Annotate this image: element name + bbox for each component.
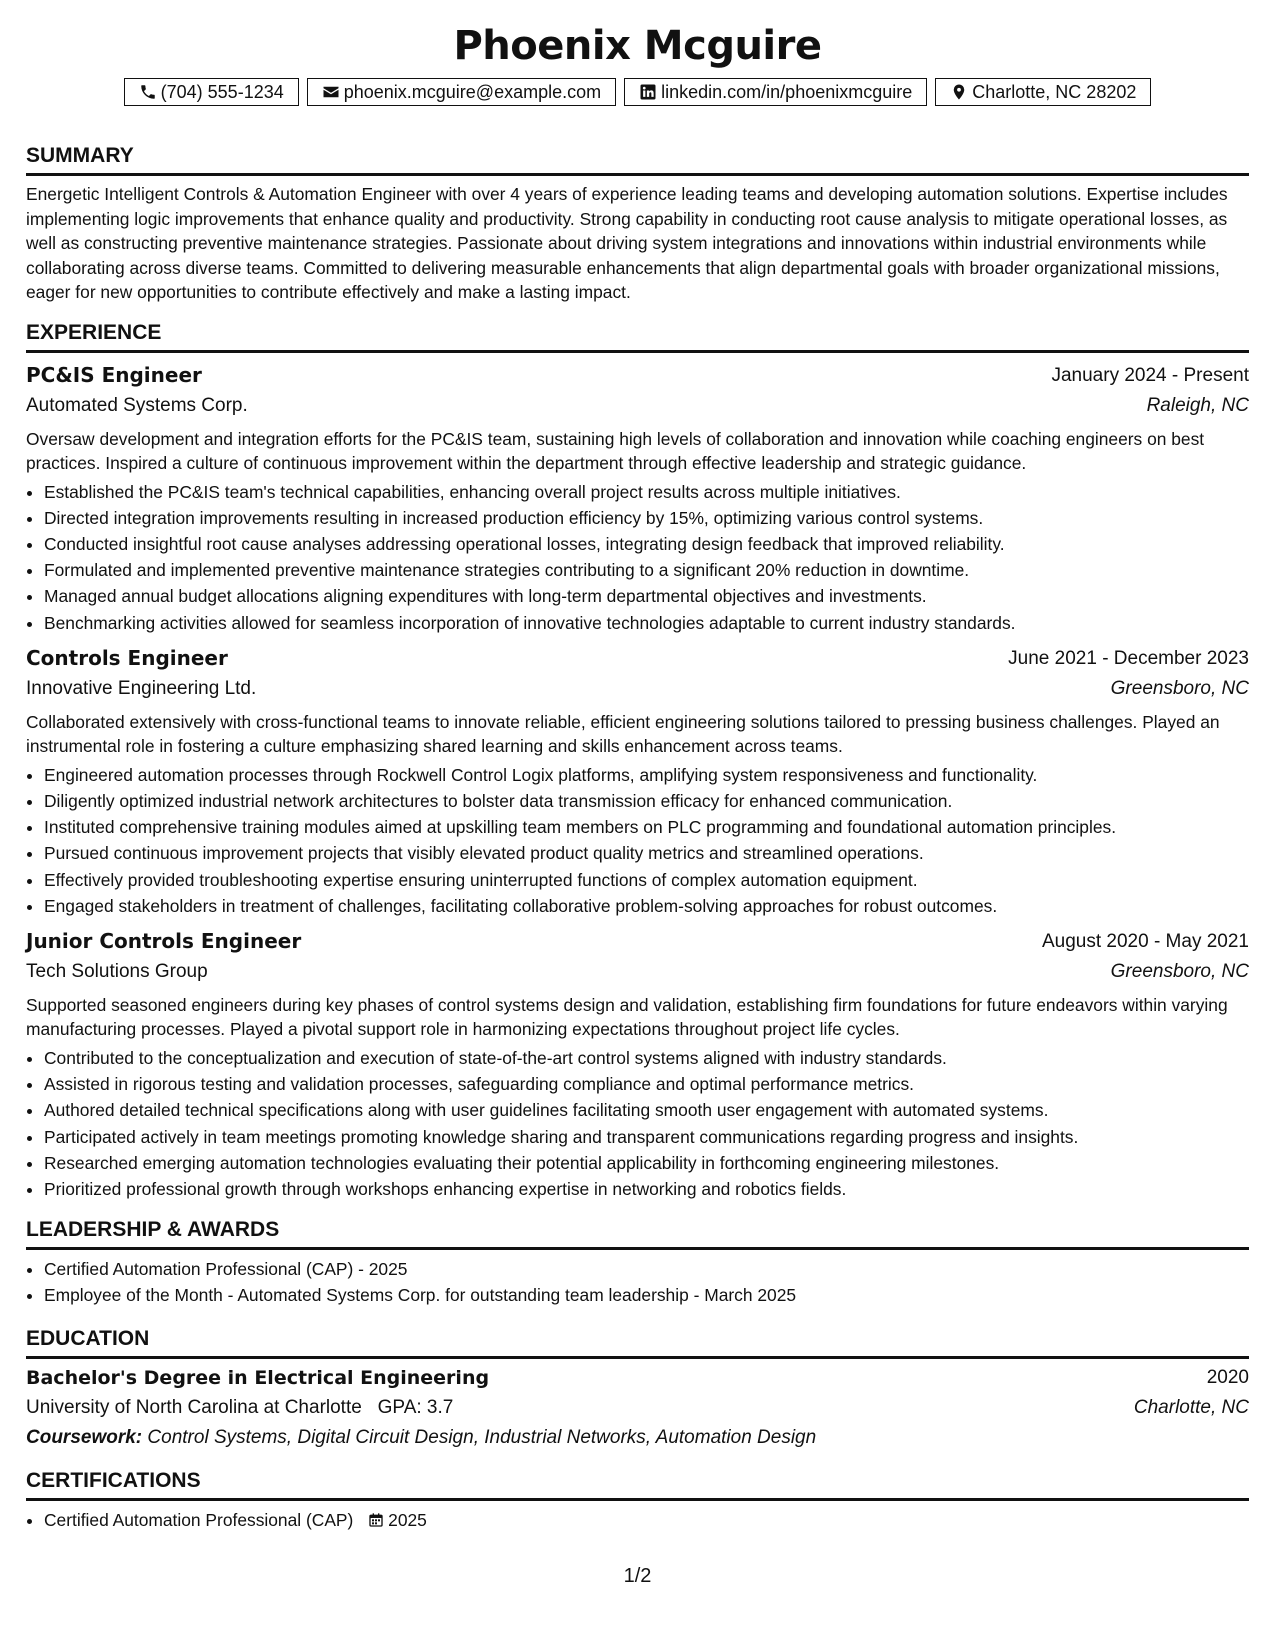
email-text: phoenix.mcguire@example.com xyxy=(343,81,602,102)
calendar-icon xyxy=(368,1512,384,1528)
contact-bar xyxy=(26,78,1249,106)
section-title-summary: SUMMARY xyxy=(26,144,1249,176)
contact-phone[interactable] xyxy=(124,78,299,106)
job-company: Automated Systems Corp. xyxy=(26,394,248,416)
map-pin-icon xyxy=(950,83,968,101)
job-location: Greensboro, NC xyxy=(1110,677,1249,699)
list-item: • Instituted comprehensive training modules aimed at upskilling team members on PLC programming and foundational automation principles. xyxy=(44,814,1249,840)
job-entry xyxy=(26,363,1249,636)
summary-text: Energetic Intelligent Controls & Automation Engineer with over 4 years of experience leading teams and developing automation solutions. Expertise includes implementing logic improvements that enhance quality and productivity. Strong capability in conducting root cause analysis to mitigate operational losses, as well as constructing preventive maintenance strategies. Passionate about driving system integrations and innovations within industrial environments while collaborating across diverse teams. Committed to delivering measurable enhancements that align departmental goals with broader organizational missions, eager for new opportunities to contribute effectively and make a lasting impact. xyxy=(26,184,1228,302)
list-item: • Participated actively in team meetings promoting knowledge sharing and transparent communications regarding progress and insights. xyxy=(44,1124,1249,1150)
list-item: • Managed annual budget allocations aligning expenditures with long-term departmental objectives and investments. xyxy=(44,583,1249,609)
job-description: Supported seasoned engineers during key phases of control systems design and validation, establishing firm foundations for future endeavors within varying manufacturing processes. Played a pivotal support role in harmonizing expectations throughout project life cycles. xyxy=(26,994,1228,1040)
list-item: • Prioritized professional growth through workshops enhancing expertise in networking and robotics fields. xyxy=(44,1176,1249,1202)
section-title-education: EDUCATION xyxy=(26,1327,1249,1359)
job-description: Oversaw development and integration efforts for the PC&IS team, sustaining high levels of collaboration and innovation while coaching engineers on best practices. Inspired a culture of continuous improvement within the department through effective leadership and strategic guidance. xyxy=(26,428,1205,473)
job-entry xyxy=(26,929,1249,1202)
list-item: • Conducted insightful root cause analyses addressing operational losses, integrating design feedback that improved reliability. xyxy=(44,531,1249,557)
edu-coursework xyxy=(26,1427,1249,1449)
contact-location xyxy=(935,78,1151,106)
job-bullets xyxy=(26,762,1249,919)
section-title-certifications: CERTIFICATIONS xyxy=(26,1469,1249,1501)
cert-year: 2025 xyxy=(388,1509,427,1530)
phone-icon xyxy=(139,83,157,101)
job-location: Greensboro, NC xyxy=(1110,960,1249,982)
candidate-name: Phoenix Mcguire xyxy=(453,23,822,69)
leadership-list xyxy=(26,1256,1249,1308)
job-dates: August 2020 - May 2021 xyxy=(1041,930,1249,952)
list-item: • Certified Automation Professional (CAP) - 2025 xyxy=(44,1256,1249,1282)
page-number: 1/2 xyxy=(623,1565,652,1587)
list-item: • Formulated and implemented preventive maintenance strategies contributing to a significant 20% reduction in downtime. xyxy=(44,557,1249,583)
job-dates: January 2024 - Present xyxy=(1051,364,1249,386)
coursework-label: Coursework: xyxy=(26,1426,143,1448)
list-item: • Engaged stakeholders in treatment of challenges, facilitating collaborative problem-solving approaches for robust outcomes. xyxy=(44,893,1249,919)
linkedin-text: linkedin.com/in/phoenixmcguire xyxy=(661,81,913,102)
contact-linkedin[interactable] xyxy=(624,78,927,106)
job-title: PC&IS Engineer xyxy=(26,362,202,387)
job-company: Innovative Engineering Ltd. xyxy=(26,677,257,699)
job-title: Junior Controls Engineer xyxy=(26,928,302,953)
job-location: Raleigh, NC xyxy=(1146,394,1249,416)
edu-year: 2020 xyxy=(1206,1366,1249,1388)
list-item: • Contributed to the conceptualization and execution of state-of-the-art control systems aligned with industry standards. xyxy=(44,1045,1249,1071)
phone-text: (704) 555-1234 xyxy=(160,81,284,102)
envelope-icon xyxy=(322,83,340,101)
list-item: • Authored detailed technical specifications along with user guidelines facilitating smooth user engagement with automated systems. xyxy=(44,1097,1249,1123)
list-item: • Researched emerging automation technologies evaluating their potential applicability in forthcoming engineering milestones. xyxy=(44,1150,1249,1176)
job-title: Controls Engineer xyxy=(26,645,228,670)
cert-name: Certified Automation Professional (CAP) xyxy=(44,1509,354,1530)
job-company: Tech Solutions Group xyxy=(26,960,208,982)
coursework-text: Control Systems, Digital Circuit Design, Industrial Networks, Automation Design xyxy=(147,1426,817,1448)
list-item: • Established the PC&IS team's technical capabilities, enhancing overall project results across multiple initiatives. xyxy=(44,479,1249,505)
list-item: • Pursued continuous improvement projects that visibly elevated product quality metrics and streamlined operations. xyxy=(44,840,1249,866)
edu-degree: Bachelor's Degree in Electrical Engineering xyxy=(26,1366,490,1389)
edu-location: Charlotte, NC xyxy=(1133,1396,1249,1418)
job-description: Collaborated extensively with cross-functional teams to innovate reliable, efficient engineering solutions tailored to pressing business challenges. Played an instrumental role in fostering a culture emphasizing shared learning and skills enhancement across teams. xyxy=(26,711,1220,757)
section-title-leadership: LEADERSHIP & AWARDS xyxy=(26,1218,1249,1250)
list-item: • Assisted in rigorous testing and validation processes, safeguarding compliance and optimal performance metrics. xyxy=(44,1071,1249,1097)
job-dates: June 2021 - December 2023 xyxy=(1008,647,1249,669)
contact-email[interactable] xyxy=(307,78,616,106)
list-item xyxy=(44,1507,1249,1533)
list-item: • Directed integration improvements resulting in increased production efficiency by 15%, optimizing various control systems. xyxy=(44,505,1249,531)
list-item: • Diligently optimized industrial network architectures to bolster data transmission efficacy for enhanced communication. xyxy=(44,788,1249,814)
edu-gpa: GPA: 3.7 xyxy=(377,1396,454,1418)
location-text: Charlotte, NC 28202 xyxy=(972,81,1137,102)
list-item: • Engineered automation processes through Rockwell Control Logix platforms, amplifying system responsiveness and functionality. xyxy=(44,762,1249,788)
edu-school: University of North Carolina at Charlotte xyxy=(26,1396,362,1418)
list-item: • Employee of the Month - Automated Systems Corp. for outstanding team leadership - March 2025 xyxy=(44,1282,1249,1308)
resume-page xyxy=(26,0,1249,1533)
linkedin-icon xyxy=(639,83,657,101)
list-item: • Benchmarking activities allowed for seamless incorporation of innovative technologies adaptable to current industry standards. xyxy=(44,610,1249,636)
list-item: • Effectively provided troubleshooting expertise ensuring uninterrupted functions of complex automation equipment. xyxy=(44,867,1249,893)
job-entry xyxy=(26,646,1249,919)
section-title-experience: EXPERIENCE xyxy=(26,321,1249,353)
job-bullets xyxy=(26,479,1249,636)
job-bullets xyxy=(26,1045,1249,1202)
certifications-list xyxy=(26,1507,1249,1533)
